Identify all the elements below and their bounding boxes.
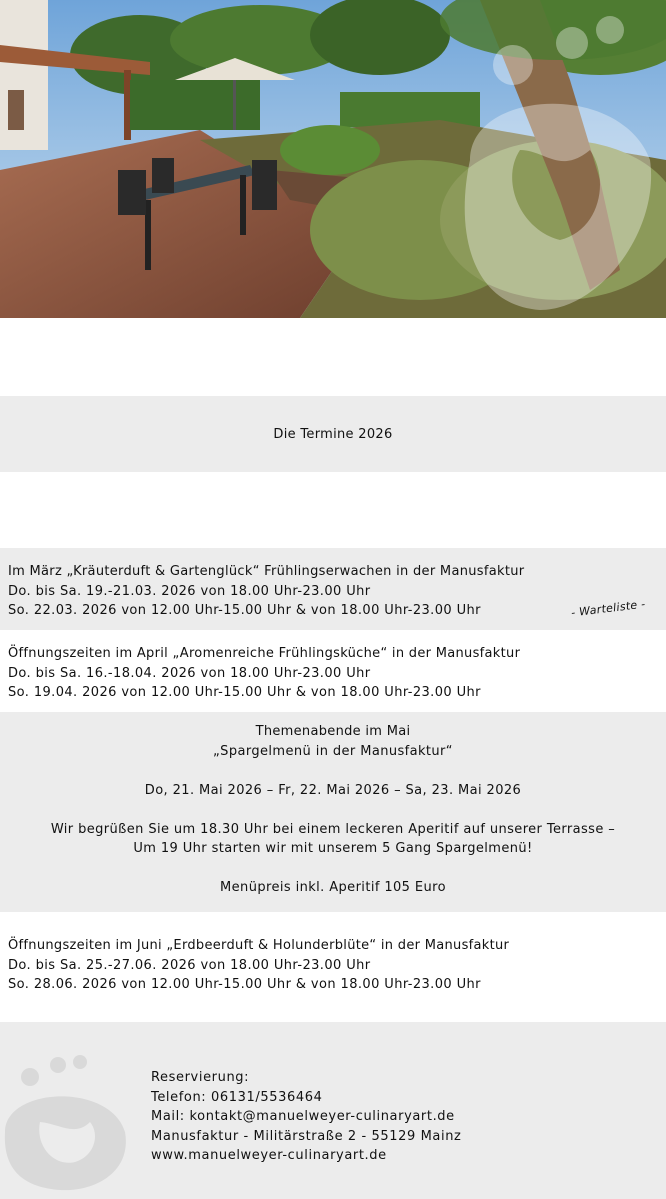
event-dates-line: Do. bis Sa. 19.-21.03. 2026 von 18.00 Uhr-23.00 Uhr xyxy=(8,583,371,599)
event-april xyxy=(0,630,666,712)
section-title-band xyxy=(0,396,666,472)
event-welcome-text: Um 19 Uhr starten wir mit unserem 5 Gang Spargelmenü! xyxy=(133,841,533,856)
hero-terrace-image xyxy=(0,0,666,318)
event-dates-line: So. 19.04. 2026 von 12.00 Uhr-15.00 Uhr & von 18.00 Uhr-23.00 Uhr xyxy=(8,685,481,700)
event-headline: Im März „Kräuterduft & Gartenglück“ Frühlingserwachen in der Manusfaktur xyxy=(8,564,525,579)
event-march xyxy=(0,548,666,630)
event-headline: Themenabende im Mai xyxy=(255,724,411,739)
event-dates-line: Do. bis Sa. 16.-18.04. 2026 von 18.00 Uhr-23.00 Uhr xyxy=(8,665,371,681)
event-june xyxy=(0,912,666,1022)
event-dates: Do, 21. Mai 2026 – Fr, 22. Mai 2026 – Sa, 23. Mai 2026 xyxy=(144,782,522,798)
event-dates-line: So. 28.06. 2026 von 12.00 Uhr-15.00 Uhr & von 18.00 Uhr-23.00 Uhr xyxy=(8,977,481,992)
waitlist-badge: - Warteliste - xyxy=(570,597,647,620)
event-price: Menüpreis inkl. Aperitif 105 Euro xyxy=(220,880,446,895)
event-dates-line: Do. bis Sa. 25.-27.06. 2026 von 18.00 Uhr-23.00 Uhr xyxy=(8,957,371,973)
event-welcome-text: Wir begrüßen Sie um 18.30 Uhr bei einem leckeren Aperitif auf unserer Terrasse – xyxy=(50,821,616,837)
phone-link[interactable]: Telefon: 06131/5536464 xyxy=(151,1089,323,1105)
event-headline: Öffnungszeiten im April „Aromenreiche Frühlingsküche“ in der Manusfaktur xyxy=(8,646,521,661)
address-text: Manusfaktur - Militärstraße 2 - 55129 Mainz xyxy=(151,1128,462,1144)
event-subtitle: „Spargelmenü in der Manusfaktur“ xyxy=(213,743,453,759)
section-title: Die Termine 2026 xyxy=(273,426,393,442)
reservation-label: Reservierung: xyxy=(151,1070,250,1085)
event-headline: Öffnungszeiten im Juni „Erdbeerduft & Holunderblüte“ in der Manusfaktur xyxy=(8,938,510,953)
website-link[interactable]: www.manuelweyer-culinaryart.de xyxy=(151,1148,387,1163)
contact-block xyxy=(151,1068,461,1166)
event-may xyxy=(0,712,666,912)
footer-logo-icon xyxy=(0,1052,140,1192)
mail-link[interactable]: Mail: kontakt@manuelweyer-culinaryart.de xyxy=(151,1109,455,1124)
event-dates-line: So. 22.03. 2026 von 12.00 Uhr-15.00 Uhr & von 18.00 Uhr-23.00 Uhr xyxy=(8,603,481,618)
